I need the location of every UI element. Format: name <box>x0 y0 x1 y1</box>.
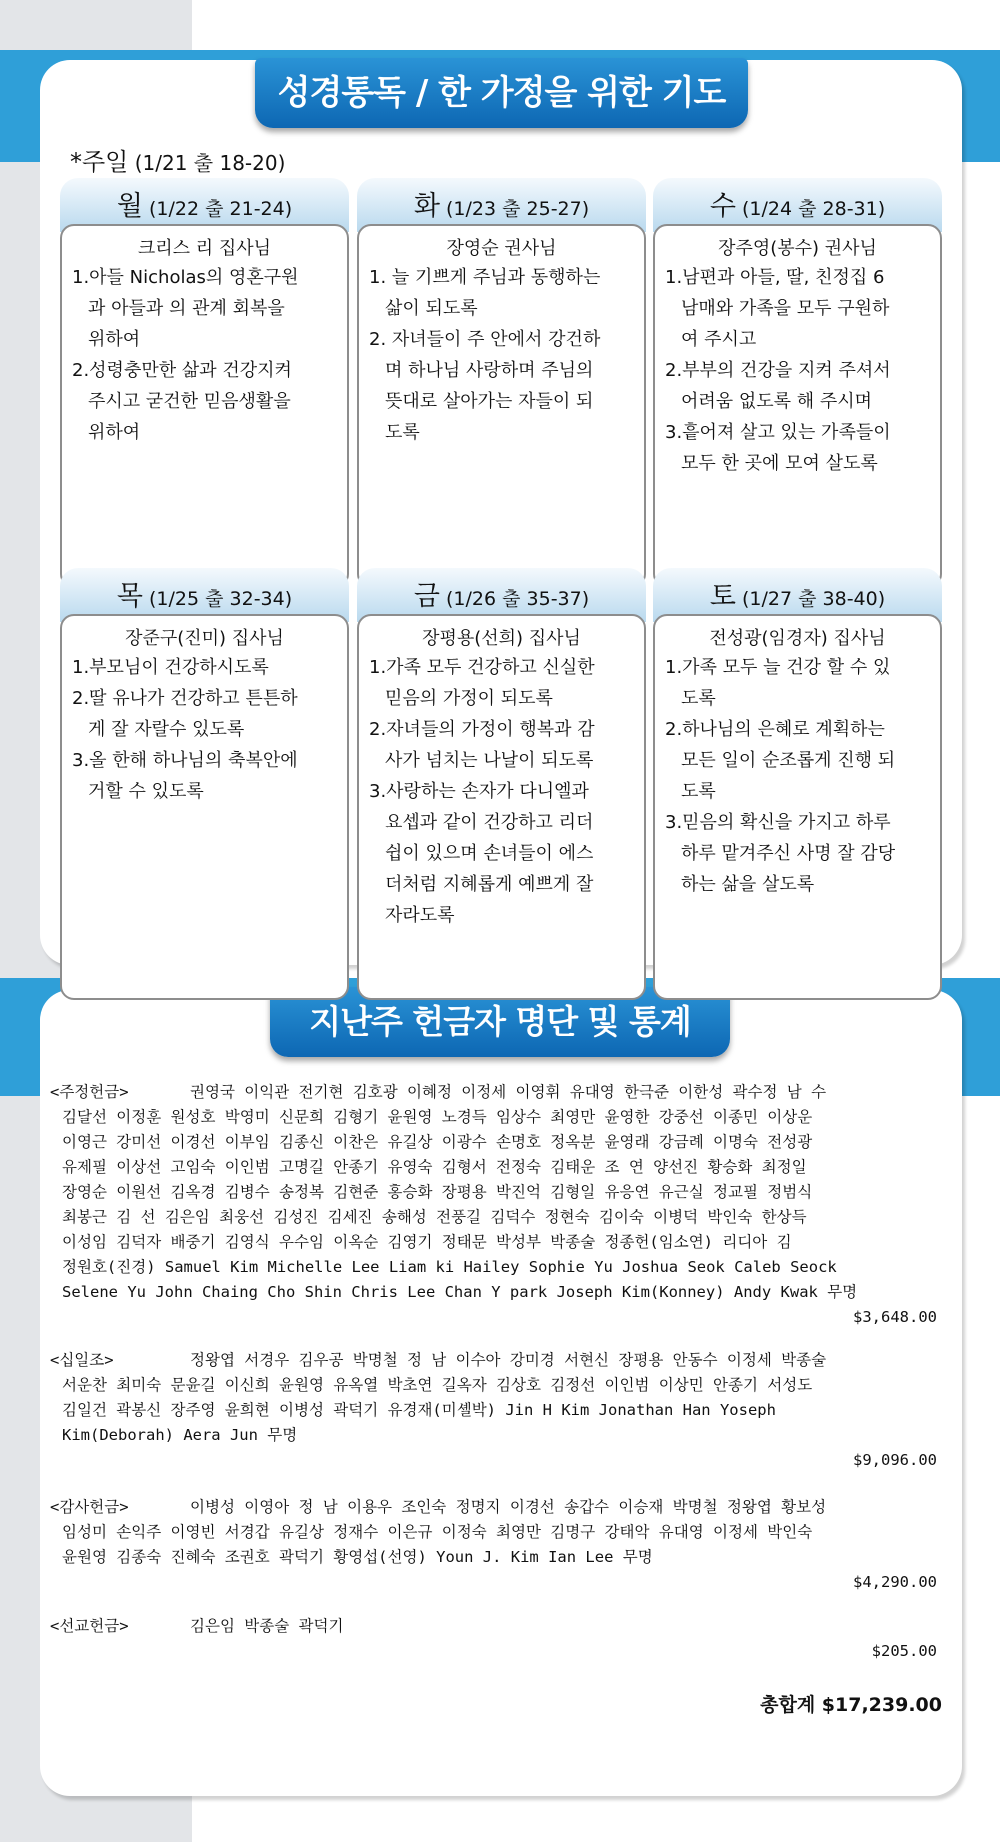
prayer-card <box>653 568 942 895</box>
reading-ref: (1/24 출 28-31) <box>742 198 886 220</box>
prayer-line: 도록 <box>681 781 716 802</box>
prayer-line: 쉽이 있으며 손녀들이 에스 <box>385 843 594 864</box>
day-label: 목 <box>116 581 143 612</box>
offering-title: 지난주 헌금자 명단 및 통계 <box>270 987 730 1057</box>
prayer-line: 하는 삶을 살도록 <box>681 874 815 895</box>
day-label: 금 <box>413 581 440 612</box>
reading-ref: (1/27 출 38-40) <box>742 588 886 610</box>
offering-names: 정왕엽 서경우 김우공 박명철 정 남 이수아 강미경 서현신 장평용 안동수 이정세 박종술 <box>190 1351 827 1369</box>
prayer-line: 1.부모님이 건강하시도록 <box>72 657 269 678</box>
reading-ref: (1/22 출 21-24) <box>149 198 293 220</box>
reading-ref: (1/23 출 25-27) <box>446 198 590 220</box>
prayer-line: 며 하나님 사랑하며 주님의 <box>385 360 594 381</box>
prayer-line: 3.믿음의 확신을 가지고 하루 <box>665 812 891 833</box>
prayer-card-body <box>357 224 646 588</box>
reading-ref: (1/26 출 35-37) <box>446 588 590 610</box>
prayer-card-body <box>653 224 942 588</box>
prayer-line: 1.남편과 아들, 딸, 친정집 6 <box>665 267 885 288</box>
offering-names: 서운찬 최미숙 문윤길 이신희 윤원영 유옥열 박초연 길옥자 김상호 김정선 이인범 이상민 안종기 서성도 <box>62 1376 813 1394</box>
offering-amount: $3,648.00 <box>853 1308 937 1326</box>
offering-names: 임성미 손익주 이영빈 서경갑 유길상 정재수 이은규 이정숙 최영만 김명구 강태악 유대영 이정세 박인숙 <box>62 1523 813 1541</box>
prayer-person-name: 전성광(임경자) 집사님 <box>709 628 886 649</box>
prayer-person-name: 장주영(봉수) 권사님 <box>718 238 877 259</box>
prayer-line: 요셉과 같이 건강하고 리더 <box>385 812 594 833</box>
offering-names: 장영순 이원선 김옥경 김병수 송정복 김현준 홍승화 장평용 박진억 김형일 유응연 유근실 정교필 정범식 <box>62 1183 813 1201</box>
offering-row <box>50 1495 945 1520</box>
offering-names: 최봉근 김 선 김은임 최웅선 김성진 김세진 송해성 전풍길 김덕수 정현숙 김이숙 이병덕 박인숙 한상득 <box>62 1208 807 1226</box>
prayer-person-name: 장영순 권사님 <box>446 238 557 259</box>
offering-section <box>50 1348 945 1473</box>
offering-names: Selene Yu John Chaing Cho Shin Chris Lee Chan Y park Joseph Kim(Konney) Andy Kwak 무명 <box>62 1283 858 1301</box>
prayer-line: 뜻대로 살아가는 자들이 되 <box>385 391 594 412</box>
prayer-line: 1.가족 모두 늘 건강 할 수 있 <box>665 657 891 678</box>
prayer-card <box>60 568 349 802</box>
prayer-line: 거할 수 있도록 <box>88 781 204 802</box>
prayer-card <box>357 178 646 443</box>
prayer-line: 어려움 없도록 해 주시며 <box>681 391 873 412</box>
prayer-line: 도록 <box>681 688 716 709</box>
prayer-line: 사가 넘치는 나날이 되도록 <box>385 750 594 771</box>
offering-label: <감사헌금> <box>50 1498 129 1516</box>
day-label: 화 <box>413 191 440 222</box>
offering-names: 윤원영 김종숙 진혜숙 조권호 곽덕기 황영섭(선영) Youn J. Kim Ian Lee 무명 <box>62 1548 653 1566</box>
prayer-line: 2.하나님의 은혜로 계획하는 <box>665 719 885 740</box>
prayer-card-body <box>653 614 942 1000</box>
prayer-line: 1.가족 모두 건강하고 신실한 <box>369 657 595 678</box>
offering-row <box>50 1080 945 1105</box>
offering-names: 이성임 김덕자 배중기 김영식 우수임 이옥순 김영기 정태문 박성부 박종술 정종헌(임소연) 리디아 김 <box>62 1233 792 1251</box>
prayer-person-name: 장준구(진미) 집사님 <box>125 628 284 649</box>
prayer-line: 위하여 <box>88 422 141 443</box>
prayer-line: 모든 일이 순조롭게 진행 되 <box>681 750 896 771</box>
prayer-line: 2. 자녀들이 주 안에서 강건하 <box>369 329 601 350</box>
prayer-person-name: 장평용(선희) 집사님 <box>422 628 581 649</box>
prayer-card <box>653 178 942 474</box>
offering-names: Kim(Deborah) Aera Jun 무명 <box>62 1426 298 1444</box>
prayer-line: 주시고 굳건한 믿음생활을 <box>88 391 291 412</box>
reading-ref: (1/25 출 32-34) <box>149 588 293 610</box>
prayer-line: 2.딸 유나가 건강하고 튼튼하 <box>72 688 298 709</box>
offering-names: 김달선 이정훈 원성호 박영미 신문희 김형기 윤원영 노경득 임상수 최영만 윤영한 강중선 이종민 이상운 <box>62 1108 813 1126</box>
offering-total: 총합계 $17,239.00 <box>760 1694 942 1716</box>
offering-names: 이병성 이영아 정 남 이용우 조인숙 정명지 이경선 송갑수 이승재 박명철 정왕엽 황보성 <box>190 1498 827 1516</box>
prayer-line: 여 주시고 <box>681 329 757 350</box>
offering-names: 유제필 이상선 고임숙 이인범 고명길 안종기 유영숙 김형서 전정숙 김태운 조 연 양선진 황승화 최정일 <box>62 1158 807 1176</box>
day-label: 토 <box>709 581 736 612</box>
prayer-card <box>357 568 646 926</box>
prayer-line: 1.아들 Nicholas의 영혼구원 <box>72 267 299 288</box>
prayer-card <box>60 178 349 443</box>
offering-section <box>50 1495 945 1595</box>
offering-label: <선교헌금> <box>50 1617 129 1635</box>
offering-label: <십일조> <box>50 1351 114 1369</box>
sunday-reading <box>70 142 285 177</box>
prayer-line: 믿음의 가정이 되도록 <box>385 688 553 709</box>
prayer-line: 2.자녀들의 가정이 행복과 감 <box>369 719 595 740</box>
offering-section <box>50 1080 945 1330</box>
sunday-ref: (1/21 출 18-20) <box>134 151 286 175</box>
prayer-line: 2.성령충만한 삶과 건강지켜 <box>72 360 292 381</box>
offering-section <box>50 1614 945 1664</box>
prayer-line: 자라도록 <box>385 905 455 926</box>
offering-names: 정원호(진경) Samuel Kim Michelle Lee Liam ki Hailey Sophie Yu Joshua Seok Caleb Seock <box>62 1258 837 1276</box>
offering-amount: $205.00 <box>871 1642 937 1660</box>
prayer-line: 남매와 가족을 모두 구원하 <box>681 298 890 319</box>
prayer-card-body <box>357 614 646 1000</box>
offering-names: 김일건 곽봉신 장주영 윤희현 이병성 곽덕기 유경재(미셸박) Jin H Kim Jonathan Han Yoseph <box>62 1401 776 1419</box>
offering-row <box>50 1348 945 1373</box>
prayer-card-body <box>60 224 349 588</box>
prayer-card-body <box>60 614 349 1000</box>
offering-amount: $4,290.00 <box>853 1573 937 1591</box>
prayer-line: 2.부부의 건강을 지켜 주셔서 <box>665 360 891 381</box>
offering-names: 김은임 박종술 곽덕기 <box>190 1617 344 1635</box>
offering-row <box>50 1614 945 1639</box>
prayer-line: 더처럼 지혜롭게 예쁘게 잘 <box>385 874 594 895</box>
prayer-line: 게 잘 자랄수 있도록 <box>88 719 245 740</box>
offering-amount: $9,096.00 <box>853 1451 937 1469</box>
prayer-line: 위하여 <box>88 329 141 350</box>
prayer-line: 3.흩어져 살고 있는 가족들이 <box>665 422 891 443</box>
offering-names: 이영근 강미선 이경선 이부임 김종신 이찬은 유길상 이광수 손명호 정옥분 윤영래 강금례 이명숙 전성광 <box>62 1133 813 1151</box>
prayer-line: 하루 맡겨주신 사명 잘 감당 <box>681 843 896 864</box>
day-label: 수 <box>709 191 736 222</box>
sunday-label: *주일 <box>70 148 129 176</box>
prayer-line: 3.올 한해 하나님의 축복안에 <box>72 750 298 771</box>
offering-names: 권영국 이익관 전기현 김호광 이혜정 이정세 이영휘 유대영 한극준 이한성 곽수정 남 수 <box>190 1083 827 1101</box>
prayer-person-name: 크리스 리 집사님 <box>137 238 272 259</box>
prayer-line: 과 아들과 의 관계 회복을 <box>88 298 285 319</box>
prayer-line: 1. 늘 기쁘게 주님과 동행하는 <box>369 267 601 288</box>
prayer-line: 도록 <box>385 422 420 443</box>
prayer-line: 삶이 되도록 <box>385 298 478 319</box>
day-label: 월 <box>116 191 143 222</box>
offering-label: <주정헌금> <box>50 1083 129 1101</box>
prayer-line: 3.사랑하는 손자가 다니엘과 <box>369 781 589 802</box>
prayer-title: 성경통독 / 한 가정을 위한 기도 <box>255 58 748 128</box>
prayer-line: 모두 한 곳에 모여 살도록 <box>681 453 878 474</box>
